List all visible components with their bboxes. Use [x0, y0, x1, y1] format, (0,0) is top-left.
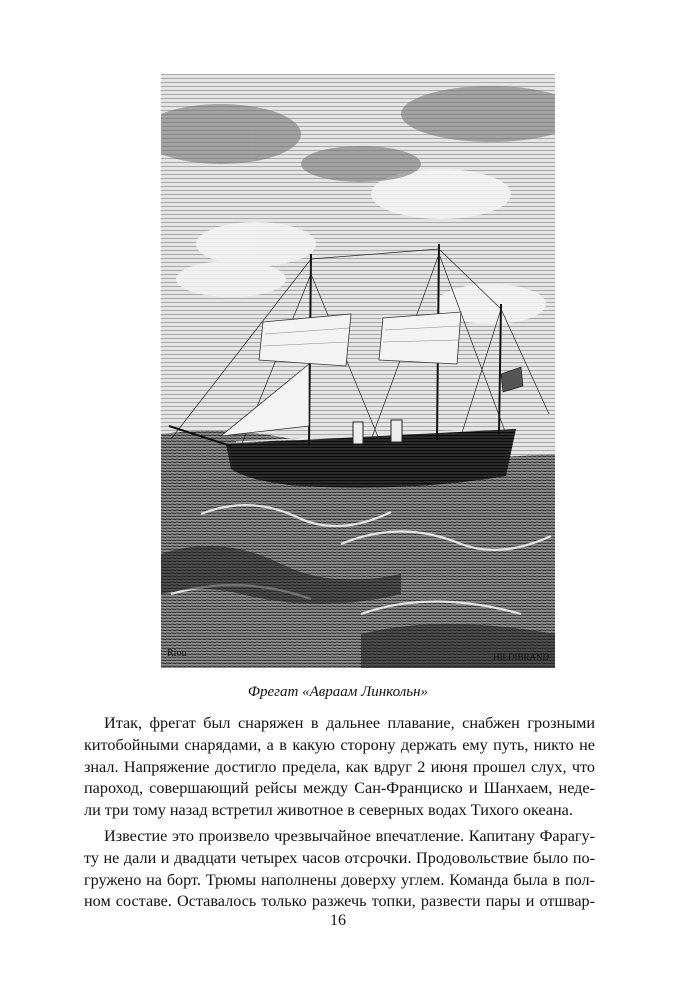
- text-line: ли три тому назад встретил животное в северных водах Тихого океана.: [84, 801, 573, 820]
- text-line: ном составе. Оставалось только разжечь топки, развести пары и отшвар-: [84, 892, 595, 911]
- text-line: Итак, фрегат был снаряжен в дальнее плавание, снабжен грозными: [104, 714, 595, 732]
- body-text: [84, 713, 595, 917]
- text-line: китобойными снарядами, а в какую сторону держать ему путь, никто не: [84, 735, 595, 754]
- text-line: Известие это произвело чрезвычайное впечатление. Капитану Фарагу-: [104, 826, 595, 845]
- engraver-signature-right: HILDIBRAND: [493, 652, 549, 662]
- paragraph-1: [84, 713, 595, 822]
- page-number: 16: [330, 912, 346, 929]
- text-line: ту не дали и двадцати четырех часов отсрочки. Продовольствие было по-: [84, 848, 595, 867]
- engraver-signature-left: Riou: [167, 648, 187, 659]
- text-line: знал. Напряжение достигло предела, как вдруг 2 июня прошел слух, что: [84, 757, 595, 776]
- frigate-engraving: [161, 74, 555, 668]
- paragraph-2: [84, 826, 595, 913]
- figure-caption: Фрегат «Авраам Линкольн»: [247, 684, 429, 700]
- text-line: гружено на борт. Трюмы наполнены доверху углем. Команда была в пол-: [84, 870, 595, 889]
- text-line: пароход, совершающий рейсы между Сан-Франциско и Шанхаем, неде-: [84, 779, 595, 798]
